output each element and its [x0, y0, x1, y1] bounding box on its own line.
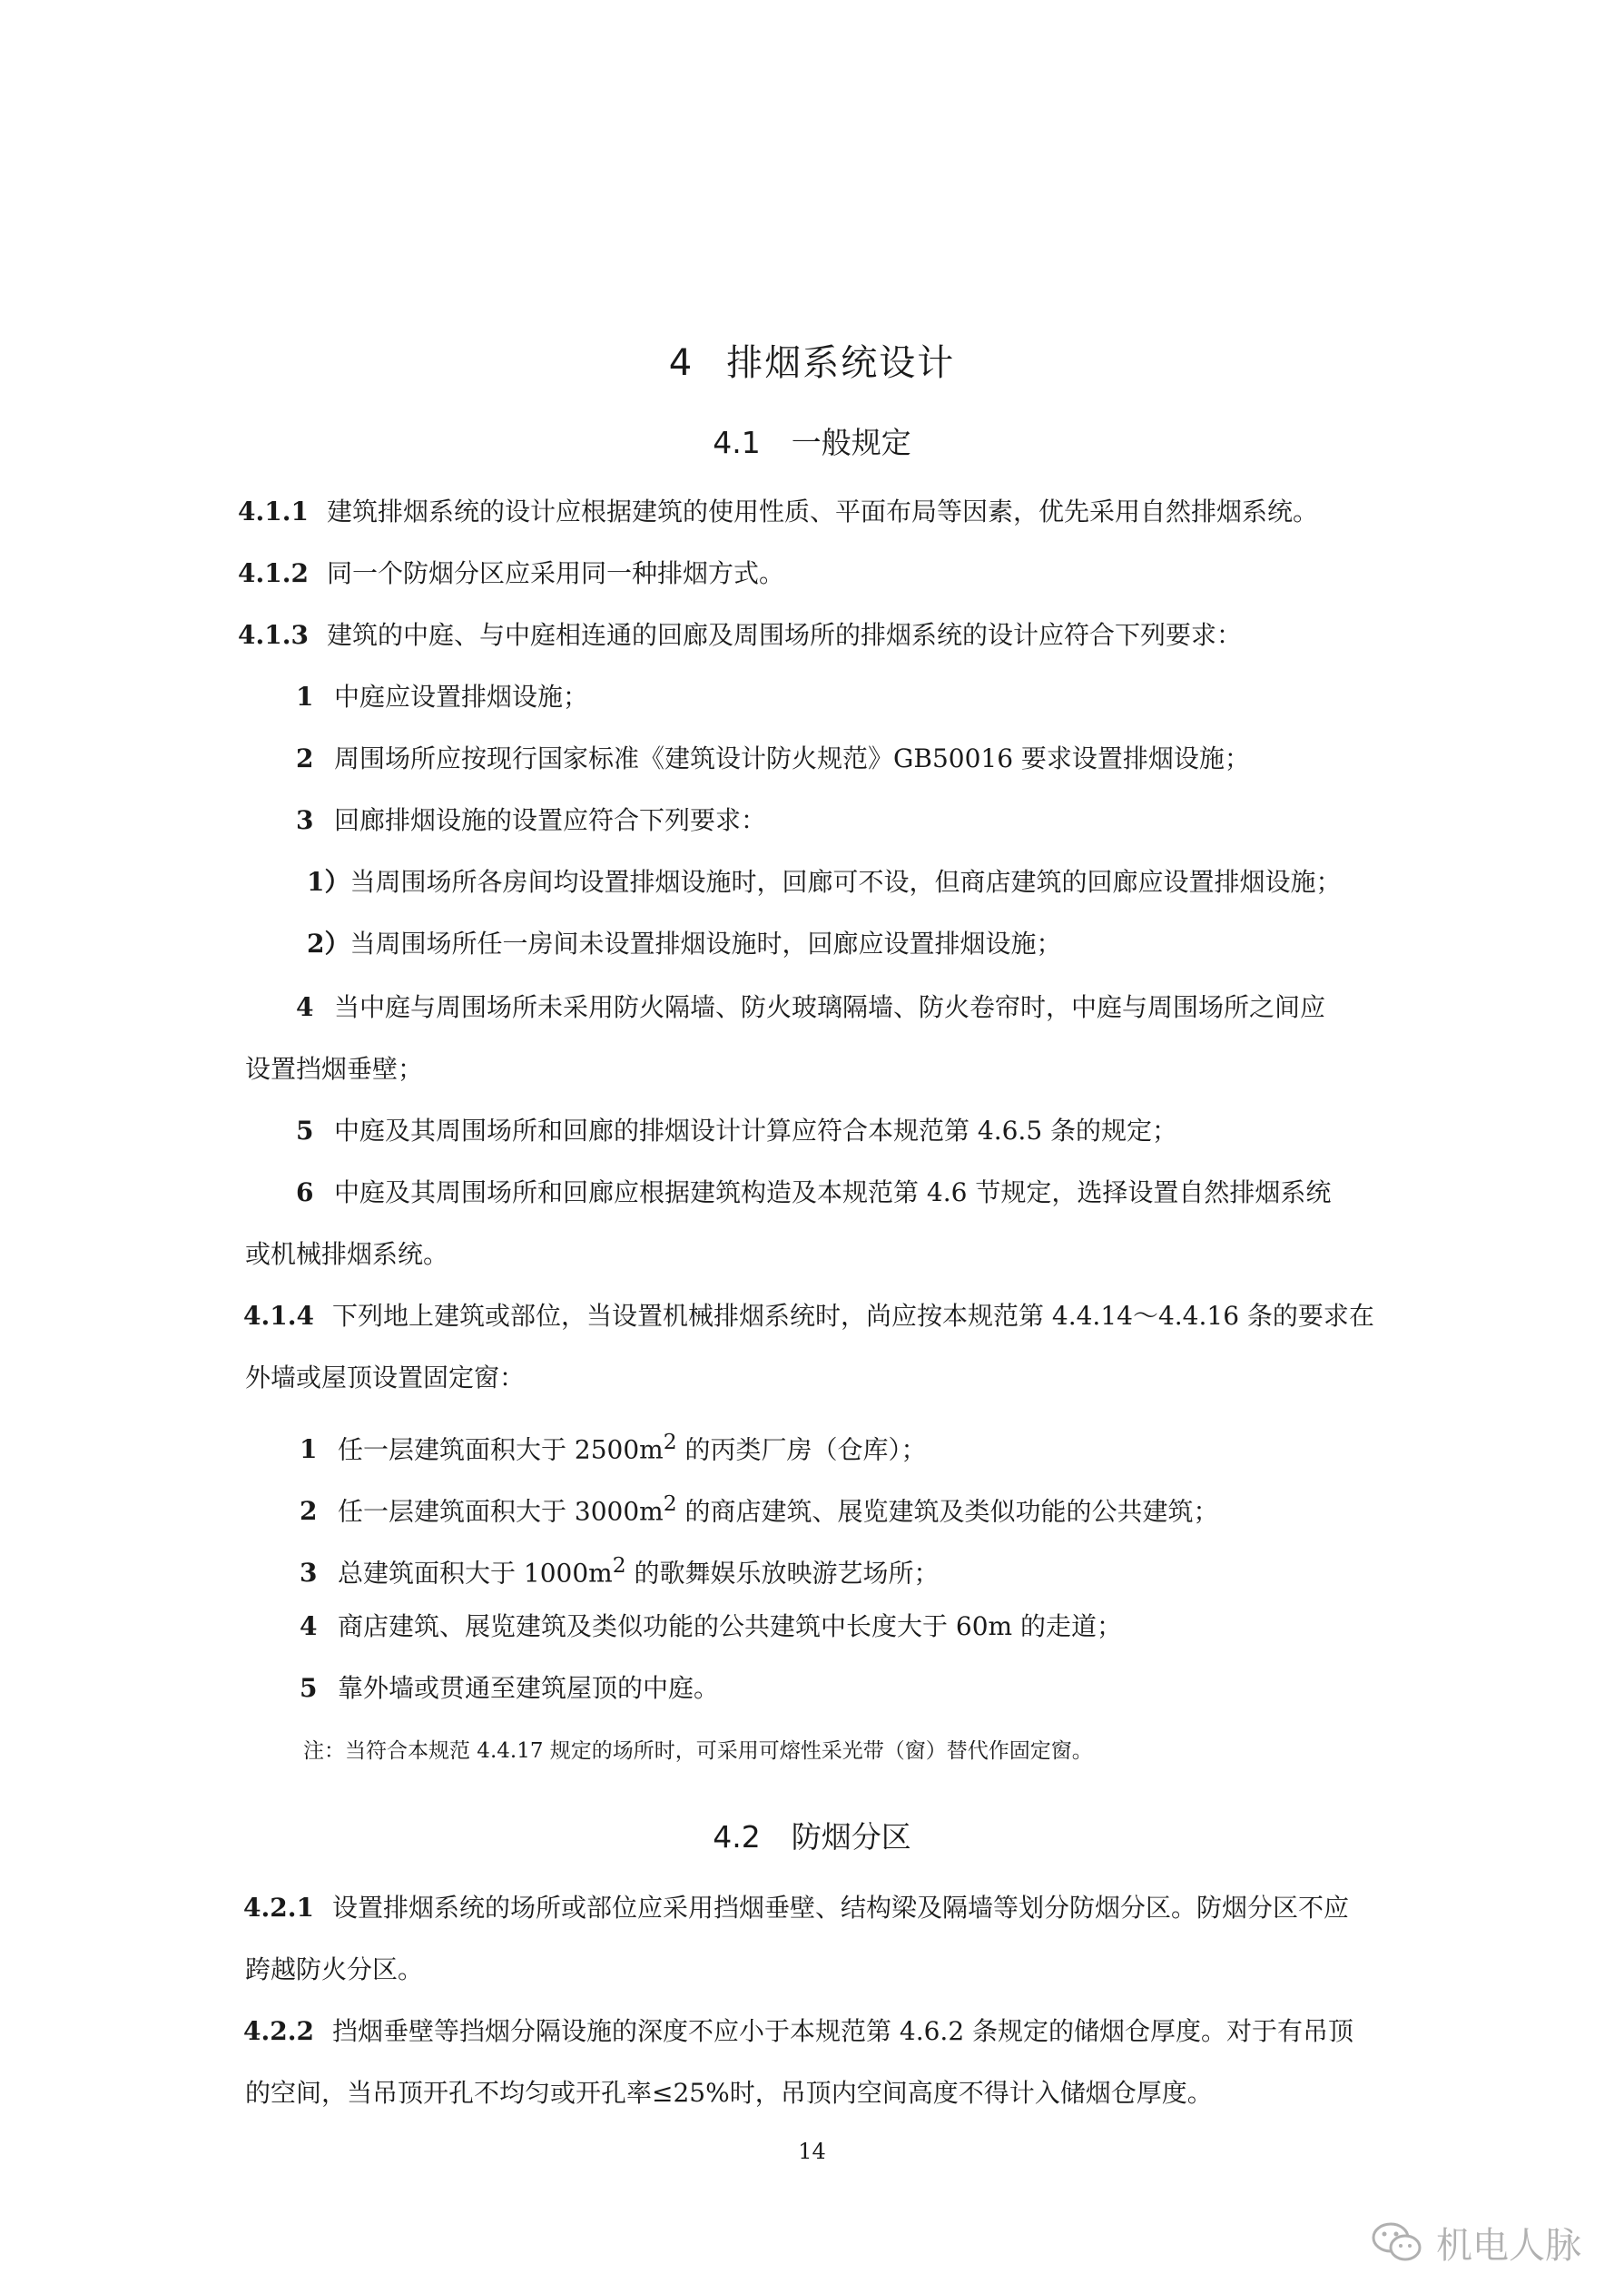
wechat-logo-icon: [1371, 2219, 1423, 2265]
clause-4-2-1: [243, 1892, 1349, 1924]
clause-number: 4.1.3: [238, 620, 309, 650]
clause-text: 挡烟垂壁等挡烟分隔设施的深度不应小于本规范第 4.6.2 条规定的储烟仓厚度。对于有吊顶: [332, 2016, 1354, 2046]
clause-text: 设置排烟系统的场所或部位应采用挡烟垂壁、结构梁及隔墙等划分防烟分区。防烟分区不应: [332, 1893, 1350, 1923]
section-title-4-2: [0, 1814, 1624, 1856]
clause-4-1-2: [238, 557, 784, 590]
clause-text: 下列地上建筑或部位，当设置机械排烟系统时，尚应按本规范第 4.4.14～4.4.16 条的要求在: [332, 1301, 1374, 1331]
list-item-continued: 或机械排烟系统。: [245, 1239, 449, 1269]
page-number: 14: [798, 2139, 826, 2164]
clause-text-continued: 的空间，当吊顶开孔不均匀或开孔率≤25%时，吊顶内空间高度不得计入储烟仓厚度。: [245, 2078, 1213, 2108]
list-item: 4 商店建筑、展览建筑及类似功能的公共建筑中长度大于 60m 的走道；: [300, 1611, 1122, 1641]
clause-4-2-2: [243, 2015, 1353, 2048]
section-title-text: 防烟分区: [791, 1819, 911, 1855]
clause-number: 4.1.4: [243, 1301, 314, 1331]
clause-text-continued: 跨越防火分区。: [245, 1954, 424, 1984]
clause-4-1-4: [243, 1300, 1374, 1333]
clause-4-1-1: [238, 496, 1318, 528]
list-item: 1 中庭应设置排烟设施；: [296, 682, 589, 712]
sub-list-item: 1）当周围场所各房间均设置排烟设施时，回廊可不设，但商店建筑的回廊应设置排烟设施；: [307, 867, 1342, 897]
clause-number: 4.1.1: [238, 497, 309, 527]
list-item: 6 中庭及其周围场所和回廊应根据建筑构造及本规范第 4.6 节规定，选择设置自然排烟系统: [296, 1177, 1332, 1207]
section-number: 4.2: [713, 1819, 761, 1855]
clause-number: 4.2.2: [243, 2016, 314, 2046]
chapter-title: [0, 334, 1624, 386]
list-item: 5 靠外墙或贯通至建筑屋顶的中庭。: [300, 1673, 720, 1703]
list-item-continued: 设置挡烟垂壁；: [245, 1054, 424, 1084]
list-item: 2 周围场所应按现行国家标准《建筑设计防火规范》GB50016 要求设置排烟设施；: [296, 743, 1250, 773]
list-item: 3 总建筑面积大于 $1000m^2$ 的歌舞娱乐放映游艺场所；: [300, 1552, 940, 1589]
clause-number: 4.1.2: [238, 558, 309, 588]
clause-text: 同一个防烟分区应采用同一种排烟方式。: [327, 558, 785, 588]
list-item: 5 中庭及其周围场所和回廊的排烟设计计算应符合本规范第 4.6.5 条的规定；: [296, 1116, 1178, 1146]
chapter-title-text: 排烟系统设计: [726, 342, 956, 384]
section-title-text: 一般规定: [791, 425, 911, 460]
section-title-4-1: [0, 419, 1624, 462]
watermark-text: 机电人脉: [1436, 2224, 1581, 2267]
clause-text-continued: 外墙或屋顶设置固定窗：: [245, 1363, 526, 1393]
list-item: 3 回廊排烟设施的设置应符合下列要求：: [296, 805, 767, 835]
watermark: [1371, 2215, 1581, 2269]
list-item: 2 任一层建筑面积大于 $3000m^2$ 的商店建筑、展览建筑及类似功能的公共建筑；: [300, 1491, 1219, 1527]
chapter-number: 4: [668, 342, 694, 384]
clause-text: 建筑的中庭、与中庭相连通的回廊及周围场所的排烟系统的设计应符合下列要求：: [327, 620, 1243, 650]
list-item: 1 任一层建筑面积大于 $2500m^2$ 的丙类厂房（仓库）；: [300, 1429, 927, 1465]
sub-list-item: 2）当周围场所任一房间未设置排烟设施时，回廊应设置排烟设施；: [307, 929, 1062, 959]
clause-text: 建筑排烟系统的设计应根据建筑的使用性质、平面布局等因素，优先采用自然排烟系统。: [327, 497, 1319, 527]
section-number: 4.1: [713, 425, 761, 460]
list-item: 4 当中庭与周围场所未采用防火隔墙、防火玻璃隔墙、防火卷帘时，中庭与周围场所之间应: [296, 992, 1326, 1022]
note: 注：当符合本规范 4.4.17 规定的场所时，可采用可熔性采光带（窗）替代作固定窗。: [303, 1739, 1093, 1763]
clause-4-1-3: [238, 619, 1242, 652]
clause-number: 4.2.1: [243, 1893, 314, 1923]
